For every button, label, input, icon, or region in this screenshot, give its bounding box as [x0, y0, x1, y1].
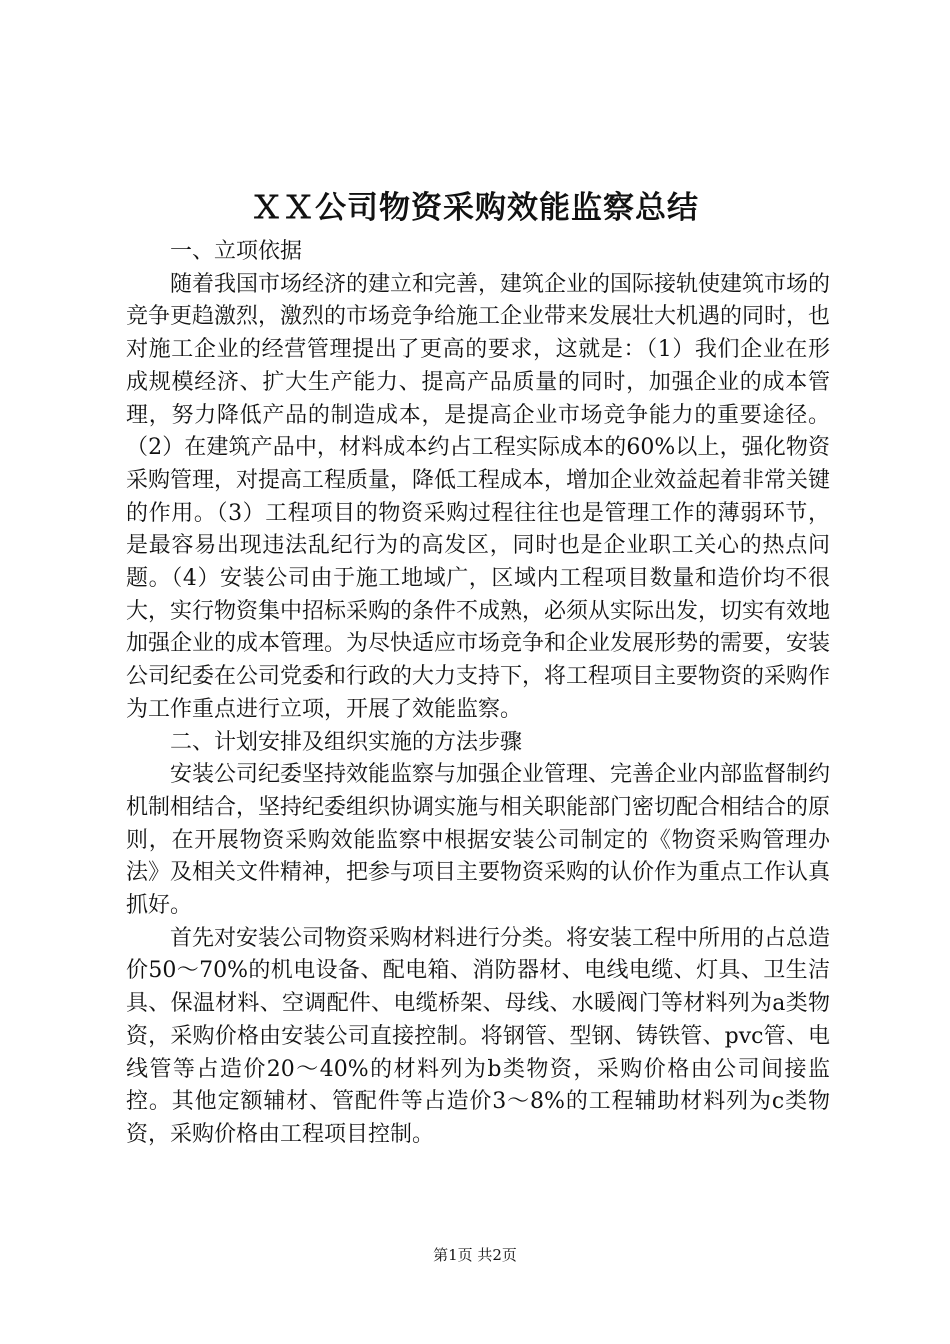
- document-title: ＸＸ公司物资采购效能监察总结: [251, 190, 699, 226]
- section-heading-basis: 一、立项依据: [170, 239, 303, 264]
- page-number-footer: 第1页 共2页: [433, 1246, 517, 1264]
- document-body: [126, 236, 830, 1152]
- paragraph-plan-classification: 首先对安装公司物资采购材料进行分类。将安装工程中所用的占总造价50～70%的机电设备、配电箱、消防器材、电线电缆、灯具、卫生洁具、保温材料、空调配件、电缆桥架、母线、水暖阀门等材料列为a类物资，采购价格由安装公司直接控制。将钢管、型钢、铸铁管、pvc管、电线管等占造价20～40%的材料列为b类物资，采购价格由公司间接监控。其他定额辅材、管配件等占造价3～8%的工程辅助材料列为c类物资，采购价格由工程项目控制。: [126, 925, 831, 1147]
- paragraph-basis: 随着我国市场经济的建立和完善，建筑企业的国际接轨使建筑市场的竞争更趋激烈，激烈的市场竞争给施工企业带来发展壮大机遇的同时，也对施工企业的经营管理提出了更高的要求，这就是：（1）我们企业在形成规模经济、扩大生产能力、提高产品质量的同时，加强企业的成本管理，努力降低产品的制造成本，是提高企业市场竞争能力的重要途径。（2）在建筑产品中，材料成本约占工程实际成本的60%以上，强化物资采购管理，对提高工程质量，降低工程成本，增加企业效益起着非常关键的作用。（3）工程项目的物资采购过程往往也是管理工作的薄弱环节，是最容易出现违法乱纪行为的高发区，同时也是企业职工关心的热点问题。（4）安装公司由于施工地域广，区域内工程项目数量和造价均不很大，实行物资集中招标采购的条件不成熟，必须从实际出发，切实有效地加强企业的成本管理。为尽快适应市场竞争和企业发展形势的需要，安装公司纪委在公司党委和行政的大力支持下，将工程项目主要物资的采购作为工作重点进行立项，开展了效能监察。: [126, 271, 831, 722]
- paragraph-plan-principle: 安装公司纪委坚持效能监察与加强企业管理、完善企业内部监督制约机制相结合，坚持纪委组织协调实施与相关职能部门密切配合相结合的原则，在开展物资采购效能监察中根据安装公司制定的《物资采购管理办法》及相关文件精神，把参与项目主要物资采购的认价作为重点工作认真抓好。: [126, 762, 831, 919]
- section-heading-plan: 二、计划安排及组织实施的方法步骤: [170, 729, 523, 755]
